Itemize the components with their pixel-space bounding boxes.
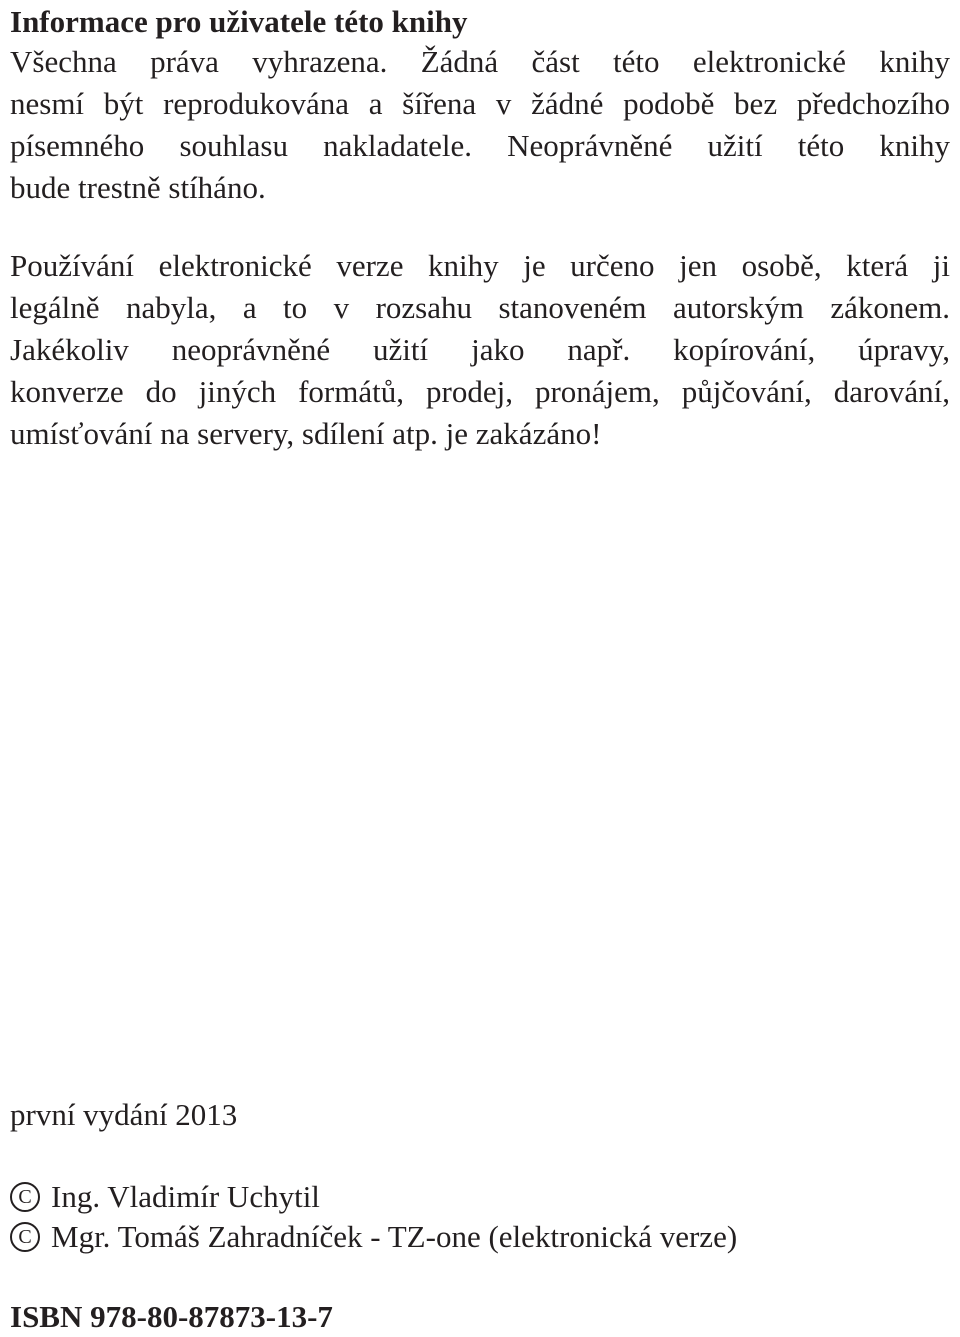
edition-text: první vydání 2013 xyxy=(10,1097,238,1132)
book-copyright-page xyxy=(10,0,955,1332)
copyright-icon: C xyxy=(10,1222,40,1252)
copyright-holder-ebook: Mgr. Tomáš Zahradníček - TZ-one (elektronická verze) xyxy=(51,1219,738,1254)
notice-heading: Informace pro uživatele této knihy xyxy=(10,4,468,39)
rights-line: písemného souhlasu nakladatele. Neoprávněné užití této knihy xyxy=(10,128,950,163)
usage-line: Jakékoliv neoprávněné užití jako např. kopírování, úpravy, xyxy=(10,332,950,367)
isbn-text: ISBN 978-80-87873-13-7 xyxy=(10,1299,333,1334)
copyright-icon: C xyxy=(10,1182,40,1212)
usage-line: legálně nabyla, a to v rozsahu stanoveném autorským zákonem. xyxy=(10,290,950,325)
rights-line: bude trestně stíháno. xyxy=(10,170,266,205)
copyright-ebook xyxy=(10,1217,737,1257)
rights-line: Všechna práva vyhrazena. Žádná část této elektronické knihy xyxy=(10,44,950,79)
usage-line: umísťování na servery, sdílení atp. je zakázáno! xyxy=(10,416,602,451)
usage-line: konverze do jiných formátů, prodej, pronájem, půjčování, darování, xyxy=(10,374,950,409)
usage-line: Používání elektronické verze knihy je určeno jen osobě, která ji xyxy=(10,248,950,283)
copyright-holder-author: Ing. Vladimír Uchytil xyxy=(51,1179,320,1214)
rights-line: nesmí být reprodukována a šířena v žádné podobě bez předchozího xyxy=(10,86,950,121)
copyright-author xyxy=(10,1177,320,1217)
